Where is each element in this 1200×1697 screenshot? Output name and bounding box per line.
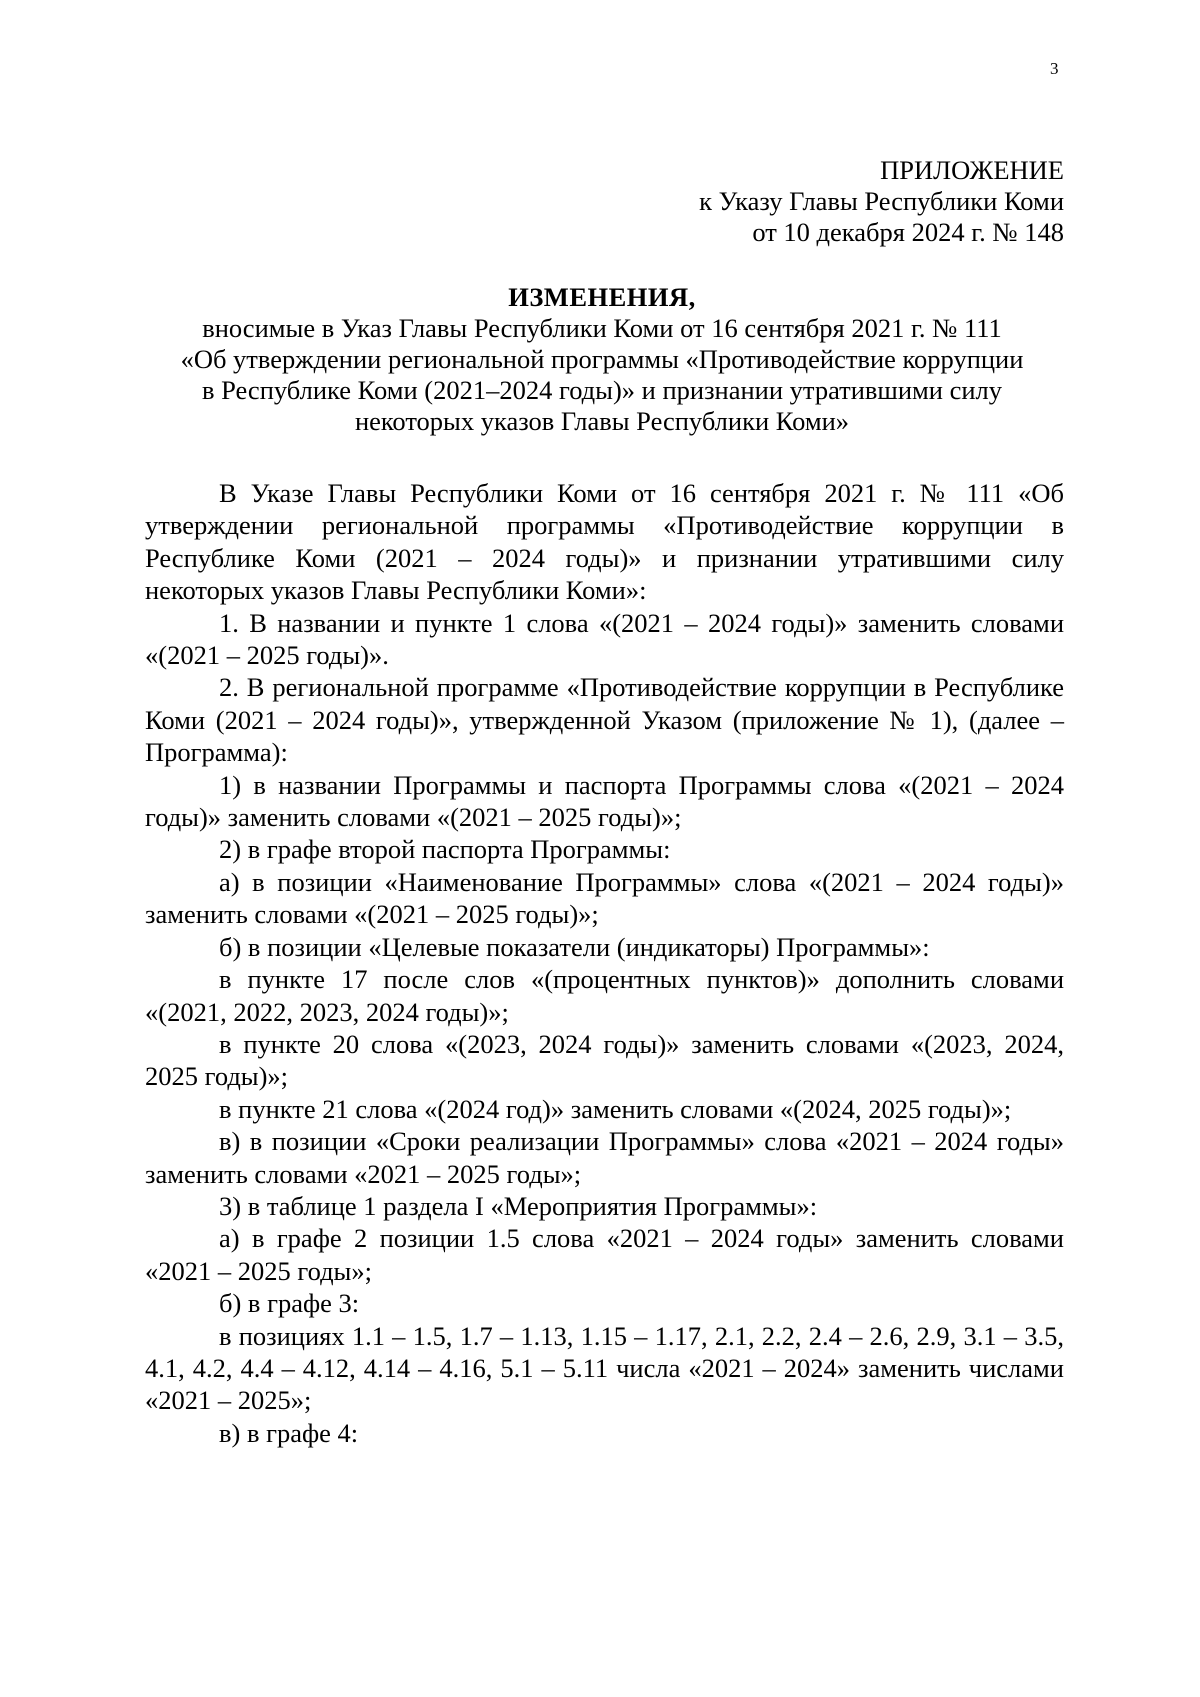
paragraph: 1) в названии Программы и паспорта Программы слова «(2021 – 2024 годы)» заменить словами «(2021 – 2025 годы)»;: [145, 769, 1064, 833]
paragraph: а) в графе 2 позиции 1.5 слова «2021 – 2024 годы» заменить словами «2021 – 2025 годы»;: [145, 1223, 1064, 1286]
paragraph: а) в позиции «Наименование Программы» слова «(2021 – 2024 годы)» заменить словами «(2021 – 2025 годы)»;: [145, 866, 1064, 930]
appendix-reference: к Указу Главы Республики Коми: [699, 186, 1064, 216]
paragraph: в пункте 21 слова «(2024 год)» заменить словами «(2024, 2025 годы)»;: [219, 1093, 1012, 1124]
heading-title: ИЗМЕНЕНИЯ,: [508, 282, 696, 312]
page-number: 3: [1050, 59, 1059, 78]
paragraph: В Указе Главы Республики Коми от 16 сентября 2021 г. № 111 «Об утверждении региональной программы «Противодействие коррупции в Республике Коми (2021 – 2024 годы)» и признании утратившими силу некоторых указов Главы Республики Коми»:: [145, 478, 1064, 606]
appendix-date-number: от 10 декабря 2024 г. № 148: [752, 217, 1064, 247]
paragraph: в позициях 1.1 – 1.5, 1.7 – 1.13, 1.15 – 1.17, 2.1, 2.2, 2.4 – 2.6, 2.9, 3.1 – 3.5, 4.1, 4.2, 4.4 – 4.12, 4.14 – 4.16, 5.1 – 5.11 числа «2021 – 2024» заменить числами «2021 – 2025»;: [145, 1320, 1064, 1416]
paragraph: 2) в графе второй паспорта Программы:: [219, 834, 671, 865]
paragraph: 3) в таблице 1 раздела I «Мероприятия Программы»:: [219, 1190, 818, 1221]
heading-line: в Республике Коми (2021–2024 годы)» и признании утратившими силу: [201, 375, 1003, 405]
heading-line: некоторых указов Главы Республики Коми»: [354, 406, 850, 436]
appendix-block: [699, 155, 1064, 248]
paragraph: в пункте 20 слова «(2023, 2024 годы)» заменить словами «(2023, 2024, 2025 годы)»;: [145, 1028, 1064, 1092]
document-heading: [140, 282, 1064, 437]
heading-line: «Об утверждении региональной программы «Противодействие коррупции: [180, 344, 1024, 374]
paragraph: 2. В региональной программе «Противодействие коррупции в Республике Коми (2021 – 2024 годы)», утвержденной Указом (приложение № 1), (далее – Программа):: [145, 672, 1064, 768]
paragraph: 1. В названии и пункте 1 слова «(2021 – 2024 годы)» заменить словами «(2021 – 2025 годы)».: [145, 607, 1064, 671]
heading-subtitle: [140, 313, 1064, 437]
paragraph: в) в позиции «Сроки реализации Программы» слова «2021 – 2024 годы» заменить словами «2021 – 2025 годы»;: [145, 1126, 1064, 1189]
paragraph: в) в графе 4:: [219, 1417, 359, 1448]
document-body: [145, 477, 1064, 1449]
paragraph: б) в позиции «Целевые показатели (индикаторы) Программы»:: [219, 931, 930, 962]
paragraph: б) в графе 3:: [219, 1288, 360, 1319]
paragraph: в пункте 17 после слов «(процентных пунктов)» дополнить словами «(2021, 2022, 2023, 2024 годы)»;: [145, 964, 1064, 1027]
heading-line: вносимые в Указ Главы Республики Коми от 16 сентября 2021 г. № 111: [202, 313, 1002, 343]
appendix-title: ПРИЛОЖЕНИЕ: [880, 155, 1064, 185]
